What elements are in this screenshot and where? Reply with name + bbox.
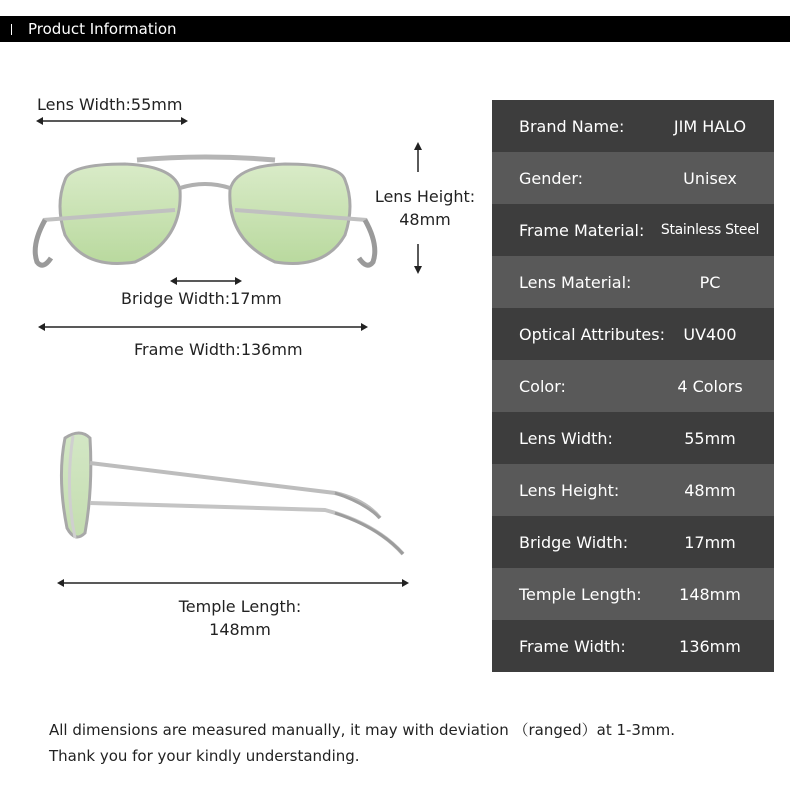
bridge-width-arrow: [170, 276, 242, 286]
spec-row-gender: [492, 152, 774, 204]
spec-value: PC: [699, 272, 721, 292]
spec-value: UV400: [683, 324, 737, 344]
upper-temple: [90, 463, 380, 518]
lens-width-arrow: [36, 116, 188, 126]
spec-label: Lens Height:: [519, 480, 620, 500]
spec-row-frame-material: [492, 204, 774, 256]
section-title: Product Information: [28, 20, 177, 38]
frame-width-label: Frame Width:136mm: [134, 340, 303, 359]
left-temple-tip: [35, 220, 51, 265]
bridge-width-label: Bridge Width:17mm: [121, 289, 282, 308]
spec-value: JIM HALO: [673, 116, 747, 136]
spec-label: Frame Width:: [519, 636, 626, 656]
lens-height-label: [366, 185, 484, 231]
spec-row-color: [492, 360, 774, 412]
spec-value: Stainless Steel: [660, 222, 760, 238]
temple-length-label: [160, 595, 320, 641]
nose-bridge: [180, 184, 230, 188]
spec-row-lens-width: [492, 412, 774, 464]
temple-length-label-line2: 148mm: [209, 620, 271, 639]
spec-value: 136mm: [679, 636, 741, 656]
spec-row-brand: [492, 100, 774, 152]
spec-label: Temple Length:: [519, 584, 642, 604]
spec-value: 148mm: [679, 584, 741, 604]
lower-temple: [90, 503, 403, 554]
spec-label: Bridge Width:: [519, 532, 629, 552]
glasses-front-image: [25, 150, 385, 280]
measurement-note: All dimensions are measured manually, it may with deviation （ranged）at 1-3mm.: [49, 721, 675, 739]
spec-value: Unisex: [683, 168, 737, 188]
spec-table: [492, 100, 774, 672]
spec-label: Frame Material:: [519, 220, 645, 240]
glasses-side-image: [35, 418, 415, 568]
side-lens: [61, 433, 90, 537]
frame-width-arrow: [38, 322, 368, 332]
spec-value: 55mm: [684, 428, 736, 448]
top-bar: [137, 157, 275, 160]
spec-label: Optical Attributes:: [519, 324, 665, 344]
spec-row-frame-width: [492, 620, 774, 672]
lens-height-label-line1: Lens Height:: [374, 187, 476, 206]
spec-value: 4 Colors: [677, 376, 743, 396]
spec-label: Lens Width:: [519, 428, 613, 448]
temple-length-label-line1: Temple Length:: [178, 597, 302, 616]
thanks-note: Thank you for your kindly understanding.: [49, 747, 360, 765]
spec-value: 48mm: [684, 480, 736, 500]
spec-value: 17mm: [684, 532, 736, 552]
spec-label: Brand Name:: [519, 116, 625, 136]
spec-row-optical-attributes: [492, 308, 774, 360]
spec-label: Lens Material:: [519, 272, 632, 292]
spec-label: Color:: [519, 376, 566, 396]
spec-label: Gender:: [519, 168, 584, 188]
lens-height-label-line2: 48mm: [399, 210, 451, 229]
spec-row-lens-material: [492, 256, 774, 308]
section-header: [0, 16, 790, 42]
spec-row-bridge-width: [492, 516, 774, 568]
spec-row-lens-height: [492, 464, 774, 516]
header-divider: [11, 24, 12, 35]
spec-row-temple-length: [492, 568, 774, 620]
lens-width-label: Lens Width:55mm: [37, 95, 183, 114]
temple-length-arrow: [57, 578, 409, 588]
